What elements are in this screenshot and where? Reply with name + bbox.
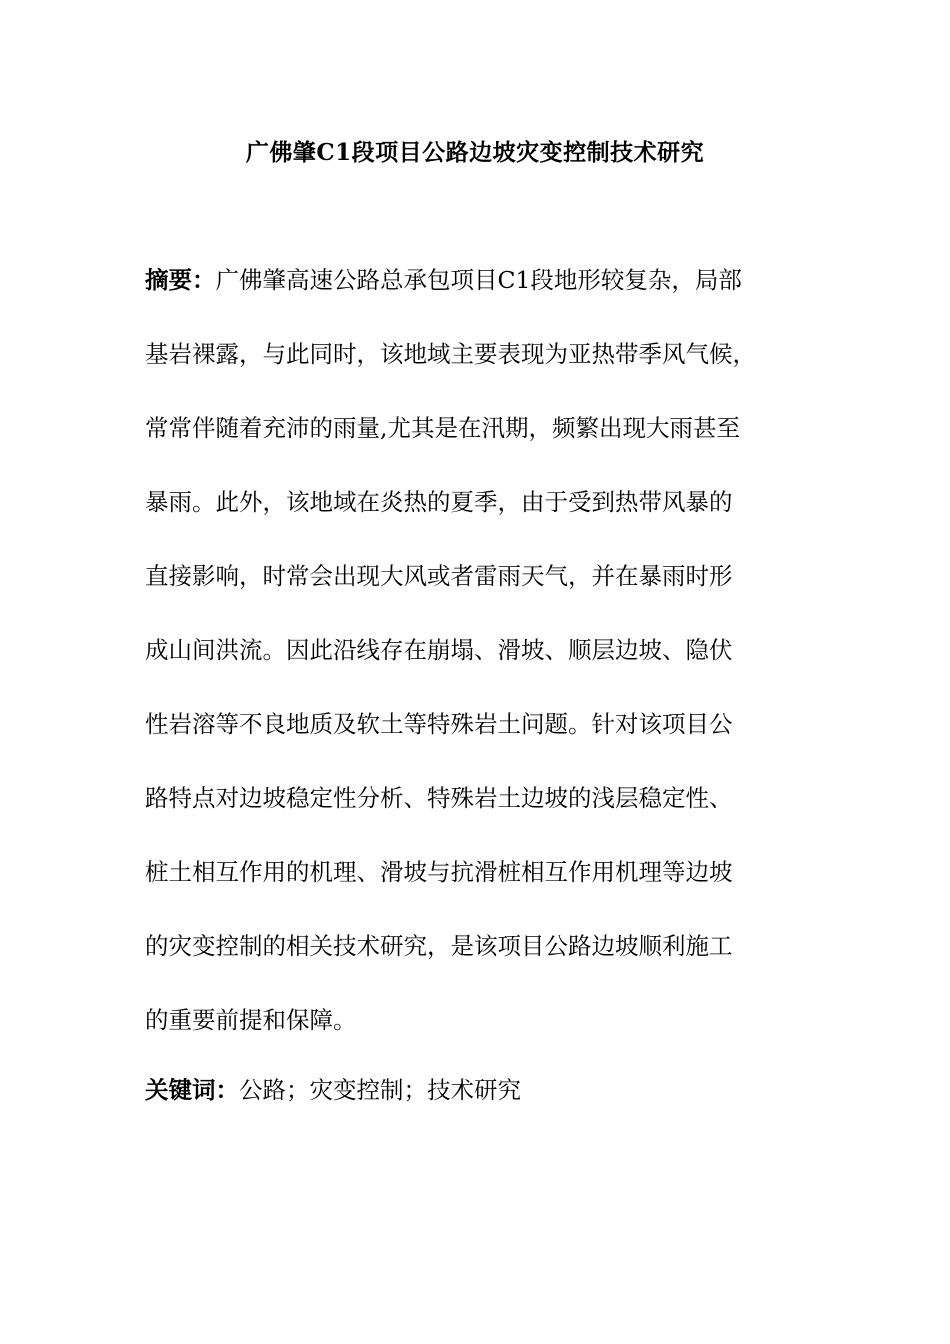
abstract-line-8: 路特点对边坡稳定性分析、特殊岩土边坡的浅层稳定性、	[145, 784, 733, 812]
abstract-line-7: 性岩溶等不良地质及软土等特殊岩土问题。针对该项目公	[145, 710, 733, 738]
abstract-line-4: 暴雨。此外，该地域在炎热的夏季，由于受到热带风暴的	[145, 488, 733, 516]
abstract-line-2: 基岩裸露，与此同时，该地域主要表现为亚热带季风气候，	[145, 340, 756, 368]
page-title: 广佛肇C1段项目公路边坡灾变控制技术研究	[245, 139, 705, 166]
abstract-line-10: 的灾变控制的相关技术研究，是该项目公路边坡顺利施工	[145, 932, 733, 960]
keywords-label: 关键词：	[145, 1076, 239, 1104]
abstract-line-11: 的重要前提和保障。	[145, 1006, 357, 1034]
keywords-text: 公路；灾变控制；技术研究	[239, 1076, 521, 1104]
keywords-line	[145, 1072, 813, 1108]
abstract-text: 广佛肇高速公路总承包项目C1段地形较复杂，局部	[215, 266, 742, 294]
abstract-line-5: 直接影响，时常会出现大风或者雷雨天气，并在暴雨时形	[145, 562, 733, 590]
abstract-line-9: 桩土相互作用的机理、滑坡与抗滑桩相互作用机理等边坡	[145, 858, 733, 886]
abstract-label: 摘要：	[145, 266, 216, 294]
abstract-line-6: 成山间洪流。因此沿线存在崩塌、滑坡、顺层边坡、隐伏	[145, 636, 733, 664]
abstract-line-3: 常常伴随着充沛的雨量,尤其是在汛期，频繁出现大雨甚至	[145, 414, 740, 442]
abstract-section	[145, 262, 813, 1076]
abstract-line-1	[145, 262, 813, 336]
